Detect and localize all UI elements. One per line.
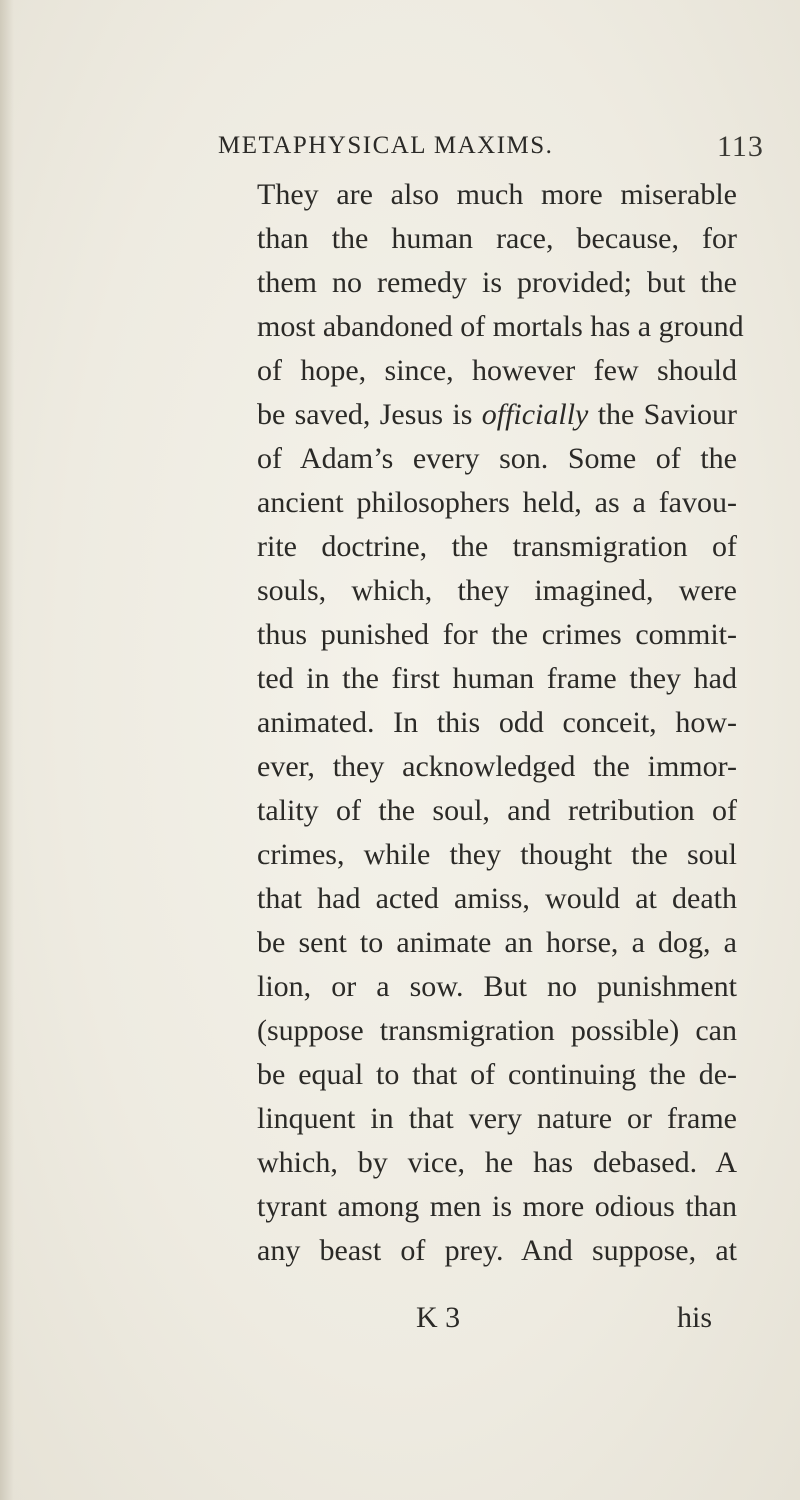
text-line: They are also much more miserable <box>257 178 737 211</box>
text-line: crimes, while they thought the soul <box>257 838 737 871</box>
text-line: souls, which, they imagined, were <box>257 574 737 607</box>
text-line: be sent to animate an horse, a dog, a <box>257 926 737 959</box>
page-number: 113 <box>717 130 764 163</box>
text-line: of Adam’s every son. Some of the <box>257 442 737 475</box>
text-line: than the human race, because, for <box>257 222 737 255</box>
text-line: ted in the first human frame they had <box>257 662 737 695</box>
text-line: be saved, Jesus is officially the Saviour <box>257 398 737 431</box>
text-line: ancient philosophers held, as a favou- <box>257 486 737 519</box>
signature-mark: K 3 <box>416 1301 461 1334</box>
text-line: tyrant among men is more odious than <box>257 1190 737 1223</box>
text-line: any beast of prey. And suppose, at <box>257 1234 737 1267</box>
catchline <box>0 1298 800 1338</box>
emphasis-word: officially <box>481 398 589 431</box>
catchword: his <box>677 1301 713 1334</box>
text-line: most abandoned of mortals has a ground <box>257 310 744 343</box>
text-line: that had acted amiss, would at death <box>257 882 737 915</box>
running-title: METAPHYSICAL MAXIMS. <box>218 132 554 159</box>
text-line: rite doctrine, the transmigration of <box>257 530 737 563</box>
running-head <box>0 132 800 176</box>
text-line: ever, they acknowledged the immor- <box>257 750 737 783</box>
text-line: them no remedy is provided; but the <box>257 266 737 299</box>
text-line: tality of the soul, and retribution of <box>257 794 737 827</box>
text-line: animated. In this odd conceit, how- <box>257 706 737 739</box>
text-line: (suppose transmigration possible) can <box>257 1014 737 1047</box>
text-line: linquent in that very nature or frame <box>257 1102 737 1135</box>
text-line: thus punished for the crimes commit- <box>257 618 737 651</box>
text-line: be equal to that of continuing the de- <box>257 1058 737 1091</box>
text-line: which, by vice, he has debased. A <box>257 1146 737 1179</box>
text-line: lion, or a sow. But no punishment <box>257 970 737 1003</box>
page-gutter-shadow <box>0 0 14 1500</box>
text-line: of hope, since, however few should <box>257 354 737 387</box>
